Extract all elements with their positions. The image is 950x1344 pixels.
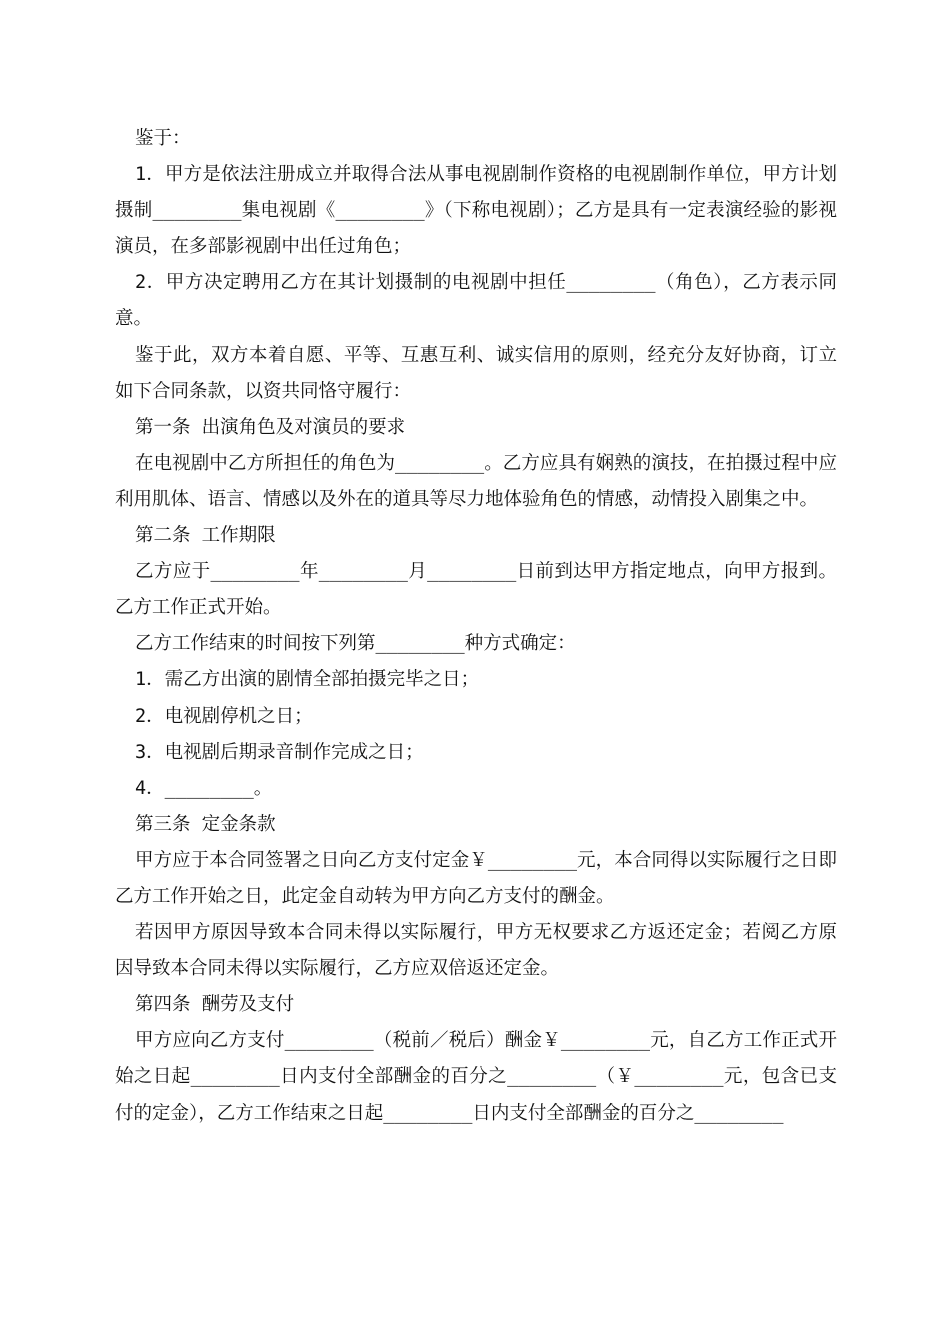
article-3-heading: 第三条 定金条款 [135, 813, 276, 835]
end-option-3: 3．电视剧后期录音制作完成之日； [135, 741, 424, 763]
article-2-start-date: 乙方应于________年________月________日前到达甲方指定地点，向甲方报到。乙方工作正式开始。 [115, 561, 837, 619]
end-option-4: 4．________。 [135, 777, 273, 799]
article-4-heading: 第四条 酬劳及支付 [135, 994, 295, 1016]
article-3-forfeit: 若因甲方原因导致本合同未得以实际履行，甲方无权要求乙方返还定金；若阅乙方原因导致本合同未得以实际履行，乙方应双倍返还定金。 [115, 922, 837, 980]
end-option-2: 2．电视剧停机之日； [135, 705, 313, 727]
agreement-intro: 鉴于此，双方本着自愿、平等、互惠互利、诚实信用的原则，经充分友好协商，订立如下合同条款，以资共同恪守履行： [115, 344, 837, 402]
preamble-item-2: 2．甲方决定聘用乙方在其计划摄制的电视剧中担任________（角色），乙方表示同意。 [115, 272, 837, 330]
article-2-heading: 第二条 工作期限 [135, 525, 276, 547]
article-3-deposit: 甲方应于本合同签署之日向乙方支付定金￥________元，本合同得以实际履行之日即乙方工作开始之日，此定金自动转为甲方向乙方支付的酬金。 [115, 849, 837, 907]
article-1-body: 在电视剧中乙方所担任的角色为________。乙方应具有娴熟的演技，在拍摄过程中应利用肌体、语言、情感以及外在的道具等尽力地体验角色的情感，动情投入剧集之中。 [115, 452, 837, 510]
article-2-end-method: 乙方工作结束的时间按下列第________种方式确定： [135, 633, 576, 655]
preamble-item-1: 1．甲方是依法注册成立并取得合法从事电视剧制作资格的电视剧制作单位，甲方计划摄制________集电视剧《________》（下称电视剧）；乙方是具有一定表演经验的影视演员，在多部影视剧中出任过角色； [115, 164, 837, 258]
article-1-heading: 第一条 出演角色及对演员的要求 [135, 416, 406, 438]
end-option-1: 1．需乙方出演的剧情全部拍摄完毕之日； [135, 669, 480, 691]
article-4-payment: 甲方应向乙方支付________（税前／税后）酬金￥________元，自乙方工作正式开始之日起________日内支付全部酬金的百分之________（￥________元，包含已支付的定金），乙方工作结束之日起________日内支付全部酬金的百分之________ [115, 1030, 837, 1124]
document-body [115, 121, 837, 1132]
preamble-heading: 鉴于： [135, 128, 191, 149]
